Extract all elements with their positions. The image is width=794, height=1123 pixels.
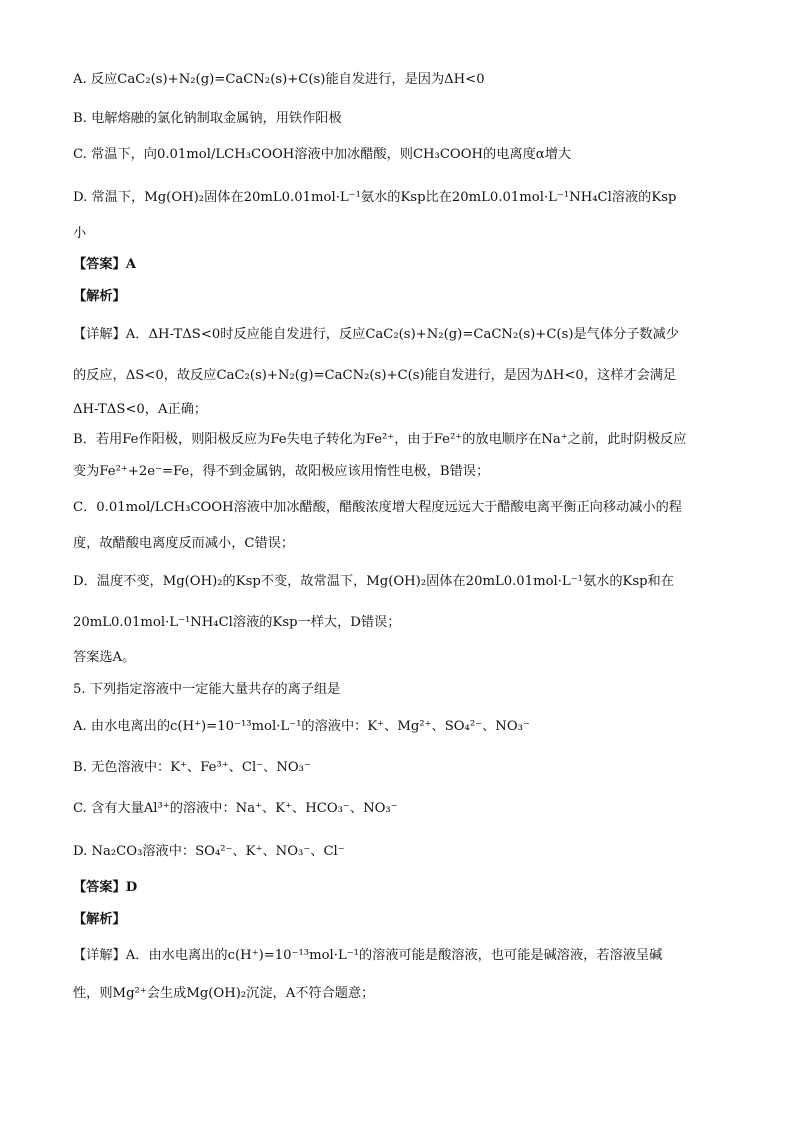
text-line-19: A. 由水电离出的c(H⁺)=10⁻¹³mol·L⁻¹的溶液中：K⁺、Mg²⁺、SO₄²⁻、NO₃⁻ [73, 719, 530, 734]
text-line-20: B. 无色溶液中：K⁺、Fe³⁺、Cl⁻、NO₃⁻ [73, 760, 311, 775]
text-line-8: 【详解】A．ΔH-TΔS<0时反应能自发进行，反应CaC₂(s)+N₂(g)=CaCN₂(s)+C(s)是气体分子数减少 [73, 327, 679, 342]
text-line-4: D. 常温下，Mg(OH)₂固体在20mL0.01mol·L⁻¹氨水的Ksp比在20mL0.01mol·L⁻¹NH₄Cl溶液的Ksp [73, 190, 677, 205]
text-line-14: 度，故醋酸电离度反而减小，C错误； [73, 536, 295, 551]
text-line-15: D．温度不变，Mg(OH)₂的Ksp不变，故常温下，Mg(OH)₂固体在20mL0.01mol·L⁻¹氨水的Ksp和在 [73, 574, 674, 589]
text-line-12: 变为Fe²⁺+2e⁻=Fe，得不到金属钠，故阳极应该用惰性电极，B错误； [73, 464, 490, 479]
text-line-7: 【解析】 [73, 289, 126, 304]
text-line-11: B．若用Fe作阳极，则阳极反应为Fe失电子转化为Fe²⁺，由于Fe²⁺的放电顺序在Na⁺之前，此时阴极反应 [73, 432, 687, 447]
text-line-10: ΔH-TΔS<0，A正确； [73, 402, 208, 417]
text-line-13: C．0.01mol/LCH₃COOH溶液中加冰醋酸，醋酸浓度增大程度远远大于醋酸电离平衡正向移动减小的程 [73, 500, 682, 515]
text-line-26: 性，则Mg²⁺会生成Mg(OH)₂沉淀，A不符合题意； [73, 986, 375, 1001]
text-line-24: 【解析】 [73, 912, 126, 927]
text-line-25: 【详解】A．由水电离出的c(H⁺)=10⁻¹³mol·L⁻¹的溶液可能是酸溶液，也可能是碱溶液，若溶液呈碱 [73, 948, 663, 963]
text-line-5: 小 [73, 226, 87, 241]
text-line-17: 答案选A。 [73, 650, 136, 665]
text-line-9: 的反应，ΔS<0，故反应CaC₂(s)+N₂(g)=CaCN₂(s)+C(s)能自发进行，是因为ΔH<0，这样才会满足 [73, 368, 677, 383]
text-line-23: 【答案】D [73, 880, 138, 895]
text-line-21: C. 含有大量Al³⁺的溶液中：Na⁺、K⁺、HCO₃⁻、NO₃⁻ [73, 801, 398, 816]
text-line-2: B. 电解熔融的氯化钠制取金属钠，用铁作阳极 [73, 111, 342, 126]
text-line-3: C. 常温下，向0.01mol/LCH₃COOH溶液中加冰醋酸，则CH₃COOH的电离度α增大 [73, 147, 572, 162]
text-line-6: 【答案】A [73, 257, 136, 272]
text-line-22: D. Na₂CO₃溶液中：SO₄²⁻、K⁺、NO₃⁻、Cl⁻ [73, 844, 345, 859]
text-line-16: 20mL0.01mol·L⁻¹NH₄Cl溶液的Ksp一样大，D错误； [73, 615, 401, 630]
text-line-1: A. 反应CaC₂(s)+N₂(g)=CaCN₂(s)+C(s)能自发进行，是因为ΔH<0 [73, 72, 485, 87]
text-line-18: 5. 下列指定溶液中一定能大量共存的离子组是 [73, 682, 341, 697]
